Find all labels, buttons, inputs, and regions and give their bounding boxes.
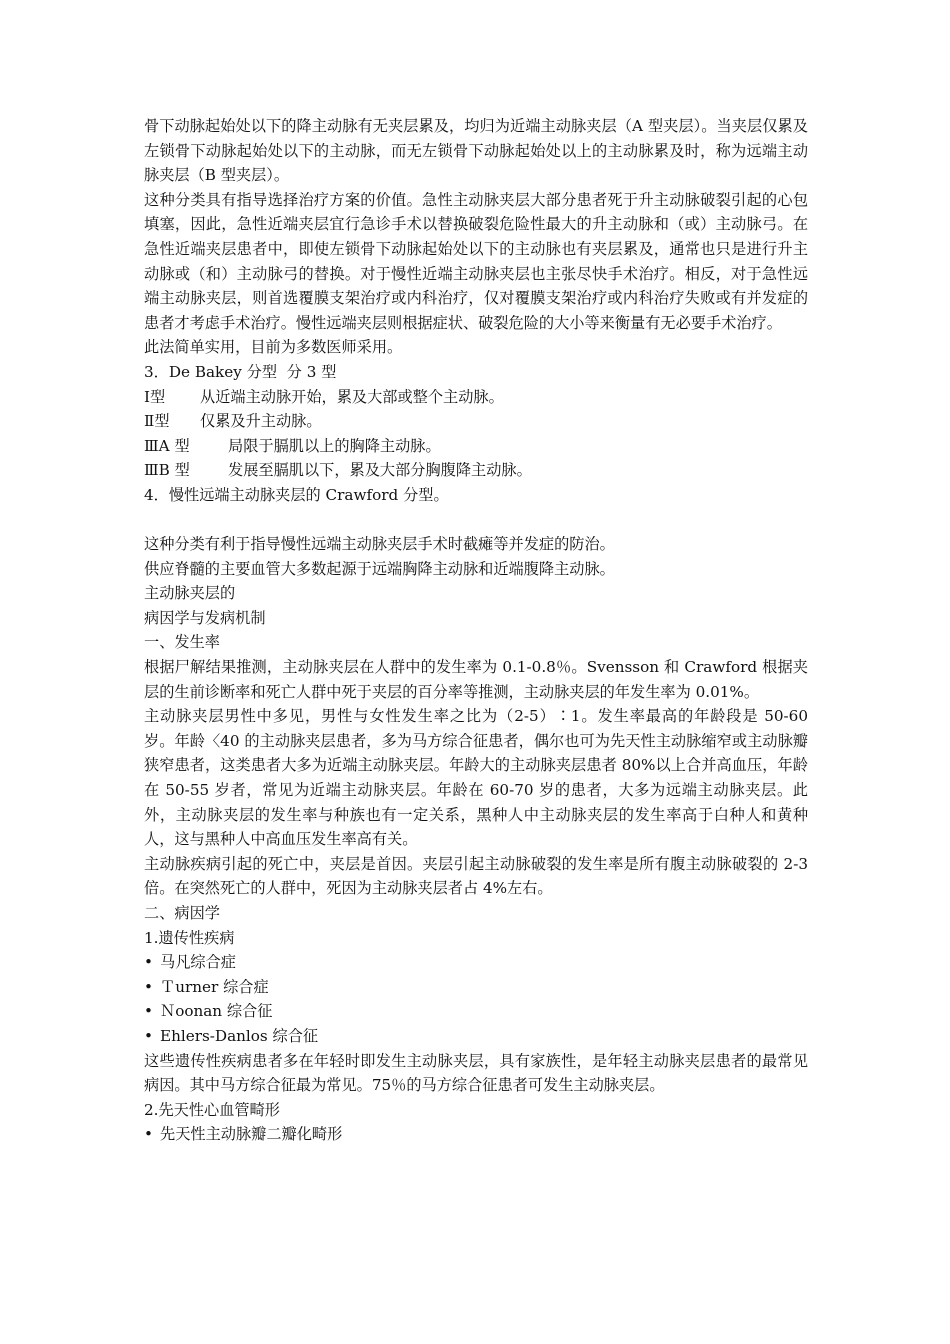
- list-item: [144, 950, 808, 975]
- paragraph-classification-definition: 骨下动脉起始处以下的降主动脉有无夹层累及，均归为近端主动脉夹层（A 型夹层）。当夹层仅累及左锁骨下动脉起始处以下的主动脉，而无左锁骨下动脉起始处以上的主动脉累及时，称为远端主动脉夹层（B 型夹层）。: [144, 117, 808, 185]
- blank-line: [144, 508, 808, 533]
- list-item: [144, 1122, 808, 1147]
- congenital-heading: 2.先天性心血管畸形: [144, 1100, 280, 1119]
- genetic-paragraph: 这些遗传性疾病患者多在年轻时即发生主动脉夹层，具有家族性，是年轻主动脉夹层患者的最常见病因。其中马方综合征最为常见。75％的马方综合征患者可发生主动脉夹层。: [144, 1051, 808, 1095]
- debakey-type-desc: 仅累及升主动脉。: [200, 412, 322, 431]
- bullet-icon: •: [144, 977, 153, 996]
- list-item: [144, 1024, 808, 1049]
- incidence-paragraph: 主动脉夹层男性中多见，男性与女性发生率之比为（2-5）∶1。发生率最高的年龄段是 50-60 岁。年龄〈40 的主动脉夹层患者，多为马方综合征患者，偶尔也可为先天性主动脉缩窄或主动脉瓣狭窄患者，这类患者大多为近端主动脉夹层。年龄大的主动脉夹层患者 80%以上合并高血压，年龄在 50-55 岁者，常见为近端主动脉夹层。年龄在 60-70 岁的患者，大多为远端主动脉夹层。此外，主动脉夹层的发生率与种族也有一定关系，黑种人中主动脉夹层的发生率高于白种人和黄种人，这与黑种人中高血压发生率高有关。: [144, 707, 808, 849]
- section-title: 主动脉夹层的: [144, 584, 236, 603]
- debakey-type-label: Ⅰ型: [144, 387, 166, 406]
- section-subtitle: 病因学与发病机制: [144, 608, 266, 627]
- debakey-heading: 3．De Bakey 分型 分 3 型: [144, 362, 337, 381]
- debakey-type-desc: 从近端主动脉开始，累及大部或整个主动脉。: [200, 387, 504, 406]
- list-item-text: Ｎoonan 综合征: [160, 1002, 273, 1021]
- crawford-line: 这种分类有利于指导慢性远端主动脉夹层手术时截瘫等并发症的防治。: [144, 535, 615, 554]
- list-item-text: Ehlers-Danlos 综合征: [160, 1026, 319, 1045]
- debakey-type-label: Ⅱ型: [144, 412, 170, 431]
- document-page: [144, 114, 808, 1147]
- incidence-paragraph: 主动脉疾病引起的死亡中，夹层是首因。夹层引起主动脉破裂的发生率是所有腹主动脉破裂的 2-3 倍。在突然死亡的人群中，死因为主动脉夹层者占 4%左右。: [144, 854, 808, 898]
- list-item-text: Ｔurner 综合症: [160, 977, 269, 996]
- paragraph-treatment-value: 这种分类具有指导选择治疗方案的价值。急性主动脉夹层大部分患者死于升主动脉破裂引起的心包填塞，因此，急性近端夹层宜行急诊手术以替换破裂危险性最大的升主动脉和（或）主动脉弓。在急性近端夹层患者中，即使左锁骨下动脉起始处以下的主动脉也有夹层累及，通常也只是进行升主动脉或（和）主动脉弓的替换。对于慢性近端主动脉夹层也主张尽快手术治疗。相反，对于急性远端主动脉夹层，则首选覆膜支架治疗或内科治疗，仅对覆膜支架治疗或内科治疗失败或有并发症的患者才考虑手术治疗。慢性远端夹层则根据症状、破裂危险的大小等来衡量有无必要手术治疗。: [144, 190, 808, 332]
- genetic-heading: 1.遗传性疾病: [144, 928, 235, 947]
- list-item: [144, 975, 808, 1000]
- bullet-icon: •: [144, 1026, 153, 1045]
- paragraph-simple-practical: 此法简单实用，目前为多数医师采用。: [144, 338, 403, 357]
- debakey-type-row: [144, 434, 808, 459]
- crawford-heading: 4．慢性远端主动脉夹层的 Crawford 分型。: [144, 485, 449, 504]
- debakey-type-label: ⅢB 型: [144, 461, 190, 480]
- bullet-icon: •: [144, 953, 153, 972]
- debakey-type-desc: 局限于膈肌以上的胸降主动脉。: [228, 436, 441, 455]
- debakey-type-desc: 发展至膈肌以下，累及大部分胸腹降主动脉。: [228, 461, 532, 480]
- bullet-icon: •: [144, 1125, 153, 1144]
- list-item: [144, 999, 808, 1024]
- crawford-line: 供应脊髓的主要血管大多数起源于远端胸降主动脉和近端腹降主动脉。: [144, 559, 615, 578]
- debakey-type-row: [144, 458, 808, 483]
- list-item-text: 马凡综合症: [160, 953, 236, 972]
- debakey-type-row: [144, 385, 808, 410]
- incidence-heading: 一、发生率: [144, 633, 220, 652]
- incidence-paragraph: 根据尸解结果推测，主动脉夹层在人群中的发生率为 0.1-0.8％。Svensson 和 Crawford 根据夹层的生前诊断率和死亡人群中死于夹层的百分率等推测，主动脉夹层的年发生率为 0.01%。: [144, 658, 808, 701]
- debakey-type-row: [144, 409, 808, 434]
- debakey-type-label: ⅢA 型: [144, 436, 190, 455]
- list-item-text: 先天性主动脉瓣二瓣化畸形: [160, 1125, 343, 1144]
- bullet-icon: •: [144, 1002, 153, 1021]
- etiology-heading: 二、病因学: [144, 904, 220, 922]
